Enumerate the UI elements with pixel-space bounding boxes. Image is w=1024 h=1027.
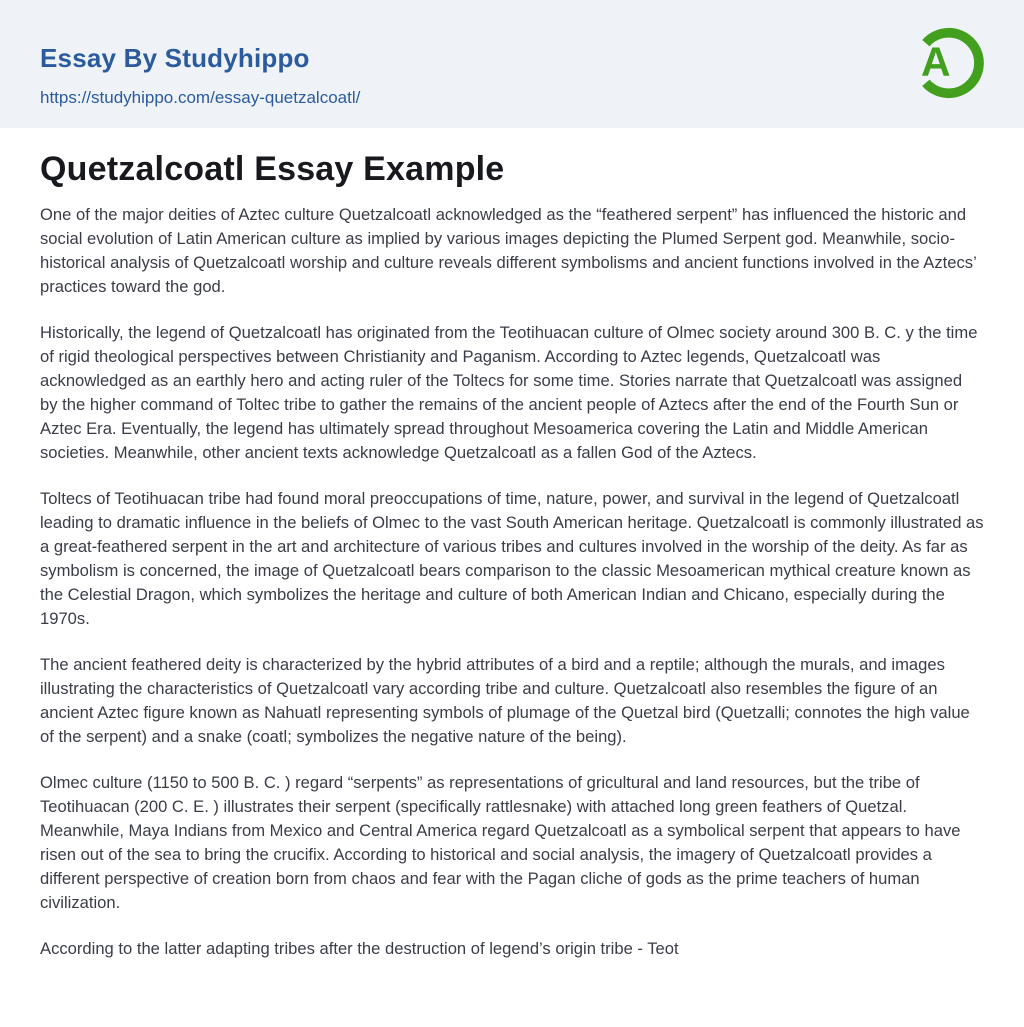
essay-body — [40, 203, 984, 961]
essay-content — [0, 128, 1024, 1023]
essay-title: Quetzalcoatl Essay Example — [40, 150, 505, 188]
essay-paragraph: The ancient feathered deity is characterized by the hybrid attributes of a bird and a reptile; although the murals, and images illustrating the characteristics of Quetzalcoatl vary according tribe and culture. Quetzalcoatl also resembles the figure of an ancient Aztec figure known as Nahuatl representing symbols of plumage of the Quetzal bird (Quetzalli; connotes the high value of the serpent) and a snake (coatl; symbolizes the negative nature of the being). — [40, 655, 970, 746]
studyhippo-logo — [910, 24, 988, 102]
essay-paragraph: One of the major deities of Aztec culture Quetzalcoatl acknowledged as the “feathered serpent” has influenced the historic and social evolution of Latin American culture as implied by various images depicting the Plumed Serpent god. Meanwhile, socio-historical analysis of Quetzalcoatl worship and culture reveals different symbolisms and ancient functions involved in the Aztecs’ practices toward the god. — [40, 205, 977, 296]
essay-url-link[interactable]: https://studyhippo.com/essay-quetzalcoatl/ — [40, 88, 361, 107]
logo-letter: A — [921, 38, 951, 85]
essay-paragraph: Olmec culture (1150 to 500 B. C. ) regard “serpents” as representations of gricultural and land resources, but the tribe of Teotihuacan (200 C. E. ) illustrates their serpent (specifically rattlesnake) with attached long green feathers of Quetzal. Meanwhile, Maya Indians from Mexico and Central America regard Quetzalcoatl as a symbolical serpent that appears to have risen out of the sea to bring the crucifix. According to historical and social analysis, the imagery of Quetzalcoatl provides a different perspective of creation born from chaos and fear with the Pagan cliche of gods as the prime teachers of human civilization. — [40, 773, 961, 912]
site-title: Essay By Studyhippo — [40, 43, 310, 73]
logo-arc-icon — [910, 24, 988, 102]
essay-paragraph: According to the latter adapting tribes after the destruction of legend’s origin tribe - Teot — [40, 939, 679, 958]
header — [0, 0, 1024, 128]
essay-paragraph: Historically, the legend of Quetzalcoatl has originated from the Teotihuacan culture of Olmec society around 300 B. C. y the time of rigid theological perspectives between Christianity and Paganism. According to Aztec legends, Quetzalcoatl was acknowledged as an earthly hero and acting ruler of the Toltecs for some time. Stories narrate that Quetzalcoatl was assigned by the higher command of Toltec tribe to gather the remains of the ancient people of Aztecs after the end of the Fourth Sun or Aztec Era. Eventually, the legend has ultimately spread throughout Mesoamerica covering the Latin and Middle American societies. Meanwhile, other ancient texts acknowledge Quetzalcoatl as a fallen God of the Aztecs. — [40, 323, 978, 462]
essay-paragraph: Toltecs of Teotihuacan tribe had found moral preoccupations of time, nature, power, and survival in the legend of Quetzalcoatl leading to dramatic influence in the beliefs of Olmec to the vast South American heritage. Quetzalcoatl is commonly illustrated as a great-feathered serpent in the art and architecture of various tribes and cultures involved in the worship of the deity. As far as symbolism is concerned, the image of Quetzalcoatl bears comparison to the classic Mesoamerican mythical creature known as the Celestial Dragon, which symbolizes the heritage and culture of both American Indian and Chicano, especially during the 1970s. — [40, 489, 984, 628]
